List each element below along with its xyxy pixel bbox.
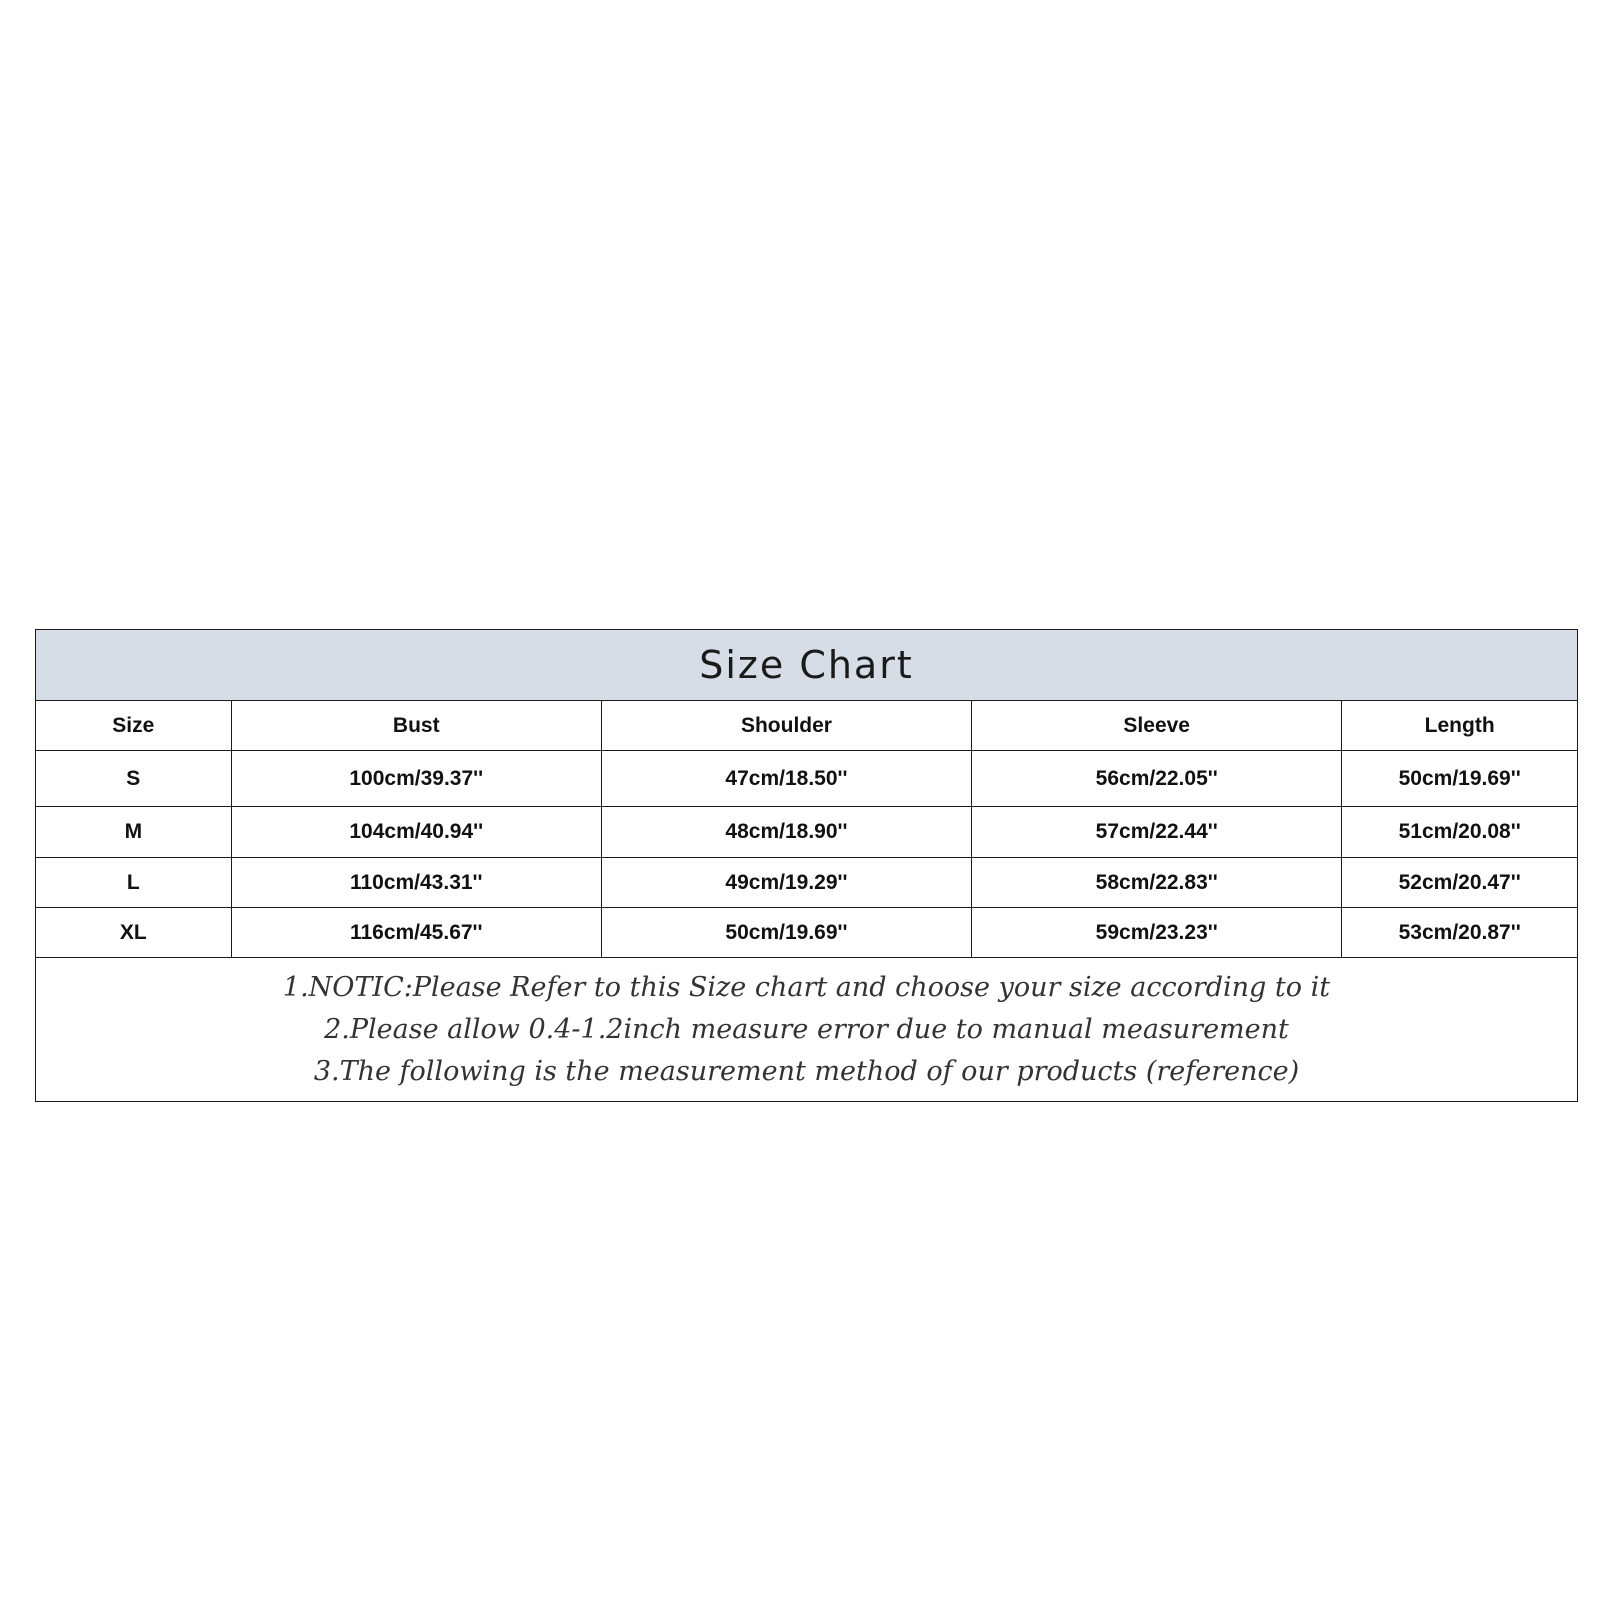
column-header-shoulder: Shoulder [601,701,971,751]
column-header-sleeve: Sleeve [972,701,1342,751]
note-line: 3.The following is the measurement method of our products (reference) [313,1055,1300,1087]
note-line: 1.NOTIC:Please Refer to this Size chart and choose your size according to it [282,971,1331,1003]
chart-title-bar [36,630,1577,701]
size-chart [35,629,1578,1102]
table-header-row [36,701,1577,751]
table-row [36,751,1577,807]
table-row [36,807,1577,858]
sleeve-cell: 58cm/22.83'' [972,858,1342,908]
size-cell: S [36,751,231,807]
sleeve-cell: 59cm/23.23'' [972,908,1342,958]
sleeve-cell: 57cm/22.44'' [972,807,1342,858]
shoulder-cell: 48cm/18.90'' [601,807,971,858]
shoulder-cell: 47cm/18.50'' [601,751,971,807]
size-cell: M [36,807,231,858]
length-cell: 53cm/20.87'' [1342,908,1577,958]
column-header-length: Length [1342,701,1577,751]
length-cell: 50cm/19.69'' [1342,751,1577,807]
table-row [36,908,1577,958]
column-header-bust: Bust [231,701,601,751]
bust-cell: 116cm/45.67'' [231,908,601,958]
size-cell: L [36,858,231,908]
column-header-size: Size [36,701,231,751]
size-cell: XL [36,908,231,958]
chart-title: Size Chart [699,643,914,687]
shoulder-cell: 50cm/19.69'' [601,908,971,958]
shoulder-cell: 49cm/19.29'' [601,858,971,908]
length-cell: 52cm/20.47'' [1342,858,1577,908]
bust-cell: 110cm/43.31'' [231,858,601,908]
length-cell: 51cm/20.08'' [1342,807,1577,858]
size-table [36,701,1577,958]
bust-cell: 100cm/39.37'' [231,751,601,807]
bust-cell: 104cm/40.94'' [231,807,601,858]
notes-section [36,958,1577,1101]
sleeve-cell: 56cm/22.05'' [972,751,1342,807]
note-line: 2.Please allow 0.4-1.2inch measure error due to manual measurement [324,1013,1289,1045]
table-row [36,858,1577,908]
